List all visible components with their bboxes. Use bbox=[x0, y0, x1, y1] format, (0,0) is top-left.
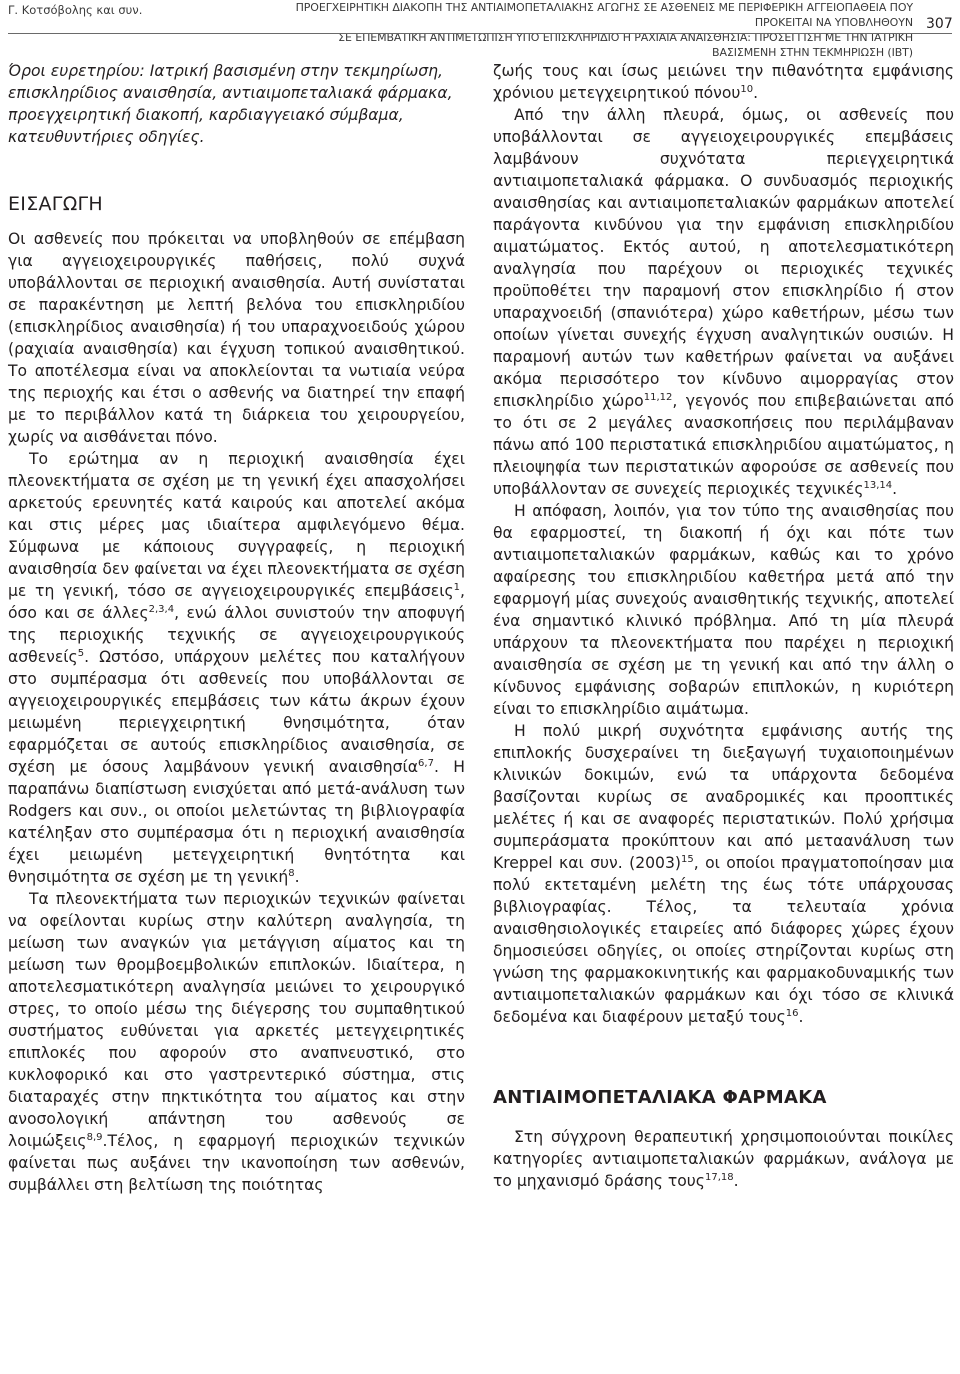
text-run: Από την άλλη πλευρά, όμως, οι ασθενείς που υποβάλλονται σε αγγειοχειρουργικές επεμβάσεις λαμβάνουν συχνότατα περιεγχειρητικά αντιαιμοπεταλιακά φάρμακα. Ο συνδυασμός περιοχικής αναισθησίας και αντιαιμοπεταλιακών φαρμάκων αποτελεί παράγοντα κινδύνου για την εμφάνιση επισκληριδίου αιματώματος. Εκτός αυτού, η αποτελεσματικότερη αναλγησία που παρέχουν οι περιοχικές τεχνικές προϋποθέτει την παραμονή στον επισκληρίδιο ή στον υπαραχνοειδή (σπανιότερα) χώρο καθετήρων, μέσω των οποίων γίνεται συνεχής έγχυση αναλγητικών ουσιών. Η παραμονή αυτών των καθετήρων φαίνεται να αυξάνει ακόμα περισσότερο τον κίνδυνο αιμορραγίας στον επισκληρίδιο χώρο bbox=[493, 106, 954, 410]
citation-ref: 8 bbox=[288, 868, 295, 879]
section-heading-introduction: ΕΙΣΑΓΩΓΗ bbox=[8, 193, 103, 215]
text-run: , οι οποίοι πραγματοποίησαν μια πολύ εκτεταμένη μελέτη της έως τότε υπάρχουσας βιβλιογραφίας. Τέλος, τα τελευταία χρόνια αναισθησιολογικές εταιρείες από διάφορες χώρες έχουν δημοσιεύσει οδηγίες, οι οποίες στηρίζονται κυρίως στη γνώση της φαρμακοκινητικής και φαρμακοδυναμικής των αντιαιμοπεταλιακών φαρμάκων και όχι τόσο σε κλινικά δεδομένα και διαφέρουν μεταξύ τους bbox=[493, 854, 955, 1026]
right-column bbox=[493, 60, 954, 1192]
section-heading-antiplatelet-drugs: ΑΝΤΙΑΙΜΟΠΕΤΑΛΙΑΚΑ ΦΑΡΜΑΚΑ bbox=[493, 1087, 827, 1108]
citation-ref: 16 bbox=[785, 1008, 799, 1019]
intro-paragraph-2 bbox=[8, 448, 465, 888]
text-run: . bbox=[798, 1008, 804, 1026]
text-run: .Τέλος, η εφαρμογή περιοχικών τεχνικών φαίνεται πως αυξάνει την ικανοποίηση των ασθενών, συμβάλλει στη βελτίωση της ποιότητας bbox=[8, 1132, 465, 1194]
running-head-line-2: ΣΕ ΕΠΕΜΒΑΤΙΚΗ ΑΝΤΙΜΕΤΩΠΙΣΗ ΥΠΟ ΕΠΙΣΚΛΗΡΙΔΙΟ Η ΡΑΧΙΑΙΑ ΑΝΑΙΣΘΗΣΙΑ: ΠΡΟΣΕΓΓΙΣΗ ΜΕ ΤΗΝ ΙΑΤΡΙΚΗ ΒΑΣΙΣΜΕΝΗ ΣΤΗΝ ΤΕΚΜΗΡΙΩΣΗ (ΙΒΤ) bbox=[338, 31, 913, 59]
citation-ref: 17,18 bbox=[704, 1172, 734, 1183]
text-run: Στη σύγχρονη θεραπευτική χρησιμοποιούνται ποικίλες κατηγορίες αντιαιμοπεταλιακών φαρμάκων, ανάλογα με το μηχανισμό δράσης τους bbox=[493, 1128, 954, 1190]
running-head-title bbox=[293, 0, 913, 60]
citation-ref: 15 bbox=[680, 854, 694, 865]
keywords-label: Όροι ευρετηρίου: bbox=[8, 62, 145, 80]
text-run: ζωής τους και ίσως μειώνει την πιθανότητα εμφάνισης χρόνιου μετεγχειρητικού πόνου bbox=[493, 62, 954, 102]
text-run: . Η παραπάνω διαπίστωση ενισχύεται από μετά-ανάλυση των Rodgers και συν., οι οποίοι μελετώντας τη βιβλιογραφία κατέληξαν στο συμπέρασμα ότι η περιοχική αναισθησία έχει μειωμένη μετεγχειρητική θνητότητα και θνησιμότητα σε σχέση με τη γενική bbox=[8, 758, 465, 886]
citation-ref: 1 bbox=[453, 582, 461, 593]
header-divider bbox=[8, 33, 952, 34]
text-run: . Ωστόσο, υπάρχουν μελέτες που καταλήγουν στο συμπέρασμα ότι ασθενείς που υποβάλλονται σε αγγειοχειρουργικές επεμβάσεις των κάτω άκρων έχουν μειωμένη περιεγχειρητική θνησιμότητα, όταν εφαρμόζεται σε αυτούς επισκληρίδιος αναισθησία, σε σχέση με όσους λαμβάνουν γενική αναισθησία bbox=[8, 648, 465, 776]
running-head-line-1: ΠΡΟΕΓΧΕΙΡΗΤΙΚΗ ΔΙΑΚΟΠΗ ΤΗΣ ΑΝΤΙΑΙΜΟΠΕΤΑΛΙΑΚΗΣ ΑΓΩΓΗΣ ΣΕ ΑΣΘΕΝΕΙΣ ΜΕ ΠΕΡΙΦΕΡΙΚΗ ΑΓΓΕΙΟΠΑΘΕΙΑ ΠΟΥ ΠΡΟΚΕΙΤΑΙ ΝΑ ΥΠΟΒΛΗΘΟΥΝ bbox=[295, 1, 913, 29]
page-number: 307 bbox=[926, 16, 953, 32]
citation-ref: 5 bbox=[77, 648, 85, 659]
intro-paragraph-1: Οι ασθενείς που πρόκειται να υποβληθούν σε επέμβαση για αγγειοχειρουργικές παθήσεις, πολύ συχνά υποβάλλονται σε περιοχική αναισθησία. Αυτή συνίσταται σε παρακέντηση με λεπτή βελόνα του επισκληριδίου (επισκληρίδιος αναισθησία) ή του υπαραχνοειδούς χώρου (ραχιαία αναισθησία) και έγχυση τοπικού αναισθητικού. Το αποτέλεσμα είναι να αποκλείονται τα νωτιαία νεύρα της περιοχής και έτσι ο ασθενής να διατηρεί την επαφή με το περιβάλλον κατά τη διάρκεια του χειρουργείου, χωρίς να αισθάνεται πόνο. bbox=[8, 230, 465, 446]
intro-paragraph-6 bbox=[493, 720, 954, 1028]
citation-ref: 6,7 bbox=[418, 758, 434, 769]
intro-paragraph-3 bbox=[8, 888, 465, 1196]
left-column bbox=[8, 60, 465, 1196]
intro-paragraph-3-continued bbox=[493, 60, 954, 104]
citation-ref: 2,3,4 bbox=[148, 604, 175, 615]
keywords-text: Ιατρική βασισμένη στην τεκμηρίωση, επισκληρίδιος αναισθησία, αντιαιμοπεταλιακά φάρμακα, προεγχειρητική διακοπή, καρδιαγγειακό σύμβαμα, κατευθυντήριες οδηγίες. bbox=[8, 62, 453, 146]
intro-paragraph-4 bbox=[493, 104, 954, 500]
keywords-paragraph bbox=[8, 60, 465, 148]
text-run: , γεγονός που επιβεβαιώνεται από το ότι σε 2 μεγάλες ανασκοπήσεις που περιλάμβαναν πάνω από 100 περιστατικά επισκληριδίου αιματώματος, η πλειοψηφία των περιστατικών αφορούσε σε ασθενείς που υποβάλλονταν σε συνεχείς περιοχικές τεχνικές bbox=[493, 392, 954, 498]
text-run: Η πολύ μικρή συχνότητα εμφάνισης αυτής της επιπλοκής δυσχεραίνει τη διεξαγωγή τυχαιοποιημένων κλινικών δοκιμών, ενώ τα υπάρχοντα δεδομένα βασίζονται κυρίως σε αναδρομικές και προοπτικές μελέτες ή και σε αναφορές περιστατικών. Πολύ χρήσιμα συμπεράσματα προκύπτουν και από μεταανάλυση των Kreppel και συν. (2003) bbox=[493, 722, 954, 872]
citation-ref: 11,12 bbox=[643, 392, 673, 403]
antiplatelet-paragraph-1 bbox=[493, 1126, 954, 1192]
text-run: . bbox=[733, 1172, 739, 1190]
citation-ref: 8,9 bbox=[86, 1132, 103, 1143]
running-head-authors: Γ. Κοτσόβολης και συν. bbox=[8, 3, 143, 17]
citation-ref: 10 bbox=[740, 84, 754, 95]
text-run: , όσο και σε άλλες bbox=[8, 582, 465, 622]
text-run: . bbox=[294, 868, 300, 886]
text-run: . bbox=[892, 480, 898, 498]
text-run: . bbox=[753, 84, 759, 102]
text-run: Τα πλεονεκτήματα των περιοχικών τεχνικών φαίνεται να οφείλονται κυρίως στην καλύτερη αναλγησία, τη μείωση των αναγκών για μετάγγιση αίματος και τη μείωση των θρομβοεμβολικών επιπλοκών. Ιδιαίτερα, η αποτελεσματικότερη αναλγησία μειώνει το χειρουργικό στρες, το οποίο μέσω της διέγερσης του συμπαθητικού συστήματος ευθύνεται για αρκετές μετεγχειρητικές επιπλοκές που αφορούν στο αναπνευστικό, στο κυκλοφορικό και στο γαστρεντερικό σύστημα, στις διαταραχές στην πηκτικότητα του αίματος και στην ανοσολογική απάντηση του ασθενούς σε λοιμώξεις bbox=[8, 890, 465, 1150]
citation-ref: 13,14 bbox=[863, 480, 893, 491]
text-run: Το ερώτημα αν η περιοχική αναισθησία έχει πλεονεκτήματα σε σχέση με τη γενική έχει απασχολήσει αρκετούς ερευνητές κατά καιρούς και αποτελεί ακόμα και στις μέρες μας ιδιαίτερα αμφιλεγόμενο θέμα. Σύμφωνα με κάποιους συγγραφείς, η περιοχική αναισθησία δεν φαίνεται να έχει πλεονεκτήματα σε σχέση με τη γενική, τόσο σε αγγειοχειρουργικές επεμβάσεις bbox=[8, 450, 465, 600]
intro-paragraph-5: Η απόφαση, λοιπόν, για τον τύπο της αναισθησίας που θα εφαρμοστεί, τη διακοπή ή όχι και πότε των αντιαιμοπεταλιακών φαρμάκων, καθώς και το χρόνο αφαίρεσης του επισκληριδίου καθετήρα μετά από την εφαρμογή μίας συνεχούς αναισθητικής τεχνικής, αποτελεί ένα σημαντικό κλινικό πρόβλημα. Από τη μία πλευρά υπάρχουν τα πλεονεκτήματα που παρέχει η περιοχική αναισθησία σε σχέση με τη γενική και από την άλλη ο κίνδυνος εμφάνισης σοβαρών επιπλοκών, η κυριότερη είναι το επισκληρίδιο αιμάτωμα. bbox=[493, 502, 954, 718]
text-run: , ενώ άλλοι συνιστούν την αποφυγή της περιοχικής τεχνικής σε αγγειοχειρουργικούς ασθενείς bbox=[8, 604, 465, 666]
